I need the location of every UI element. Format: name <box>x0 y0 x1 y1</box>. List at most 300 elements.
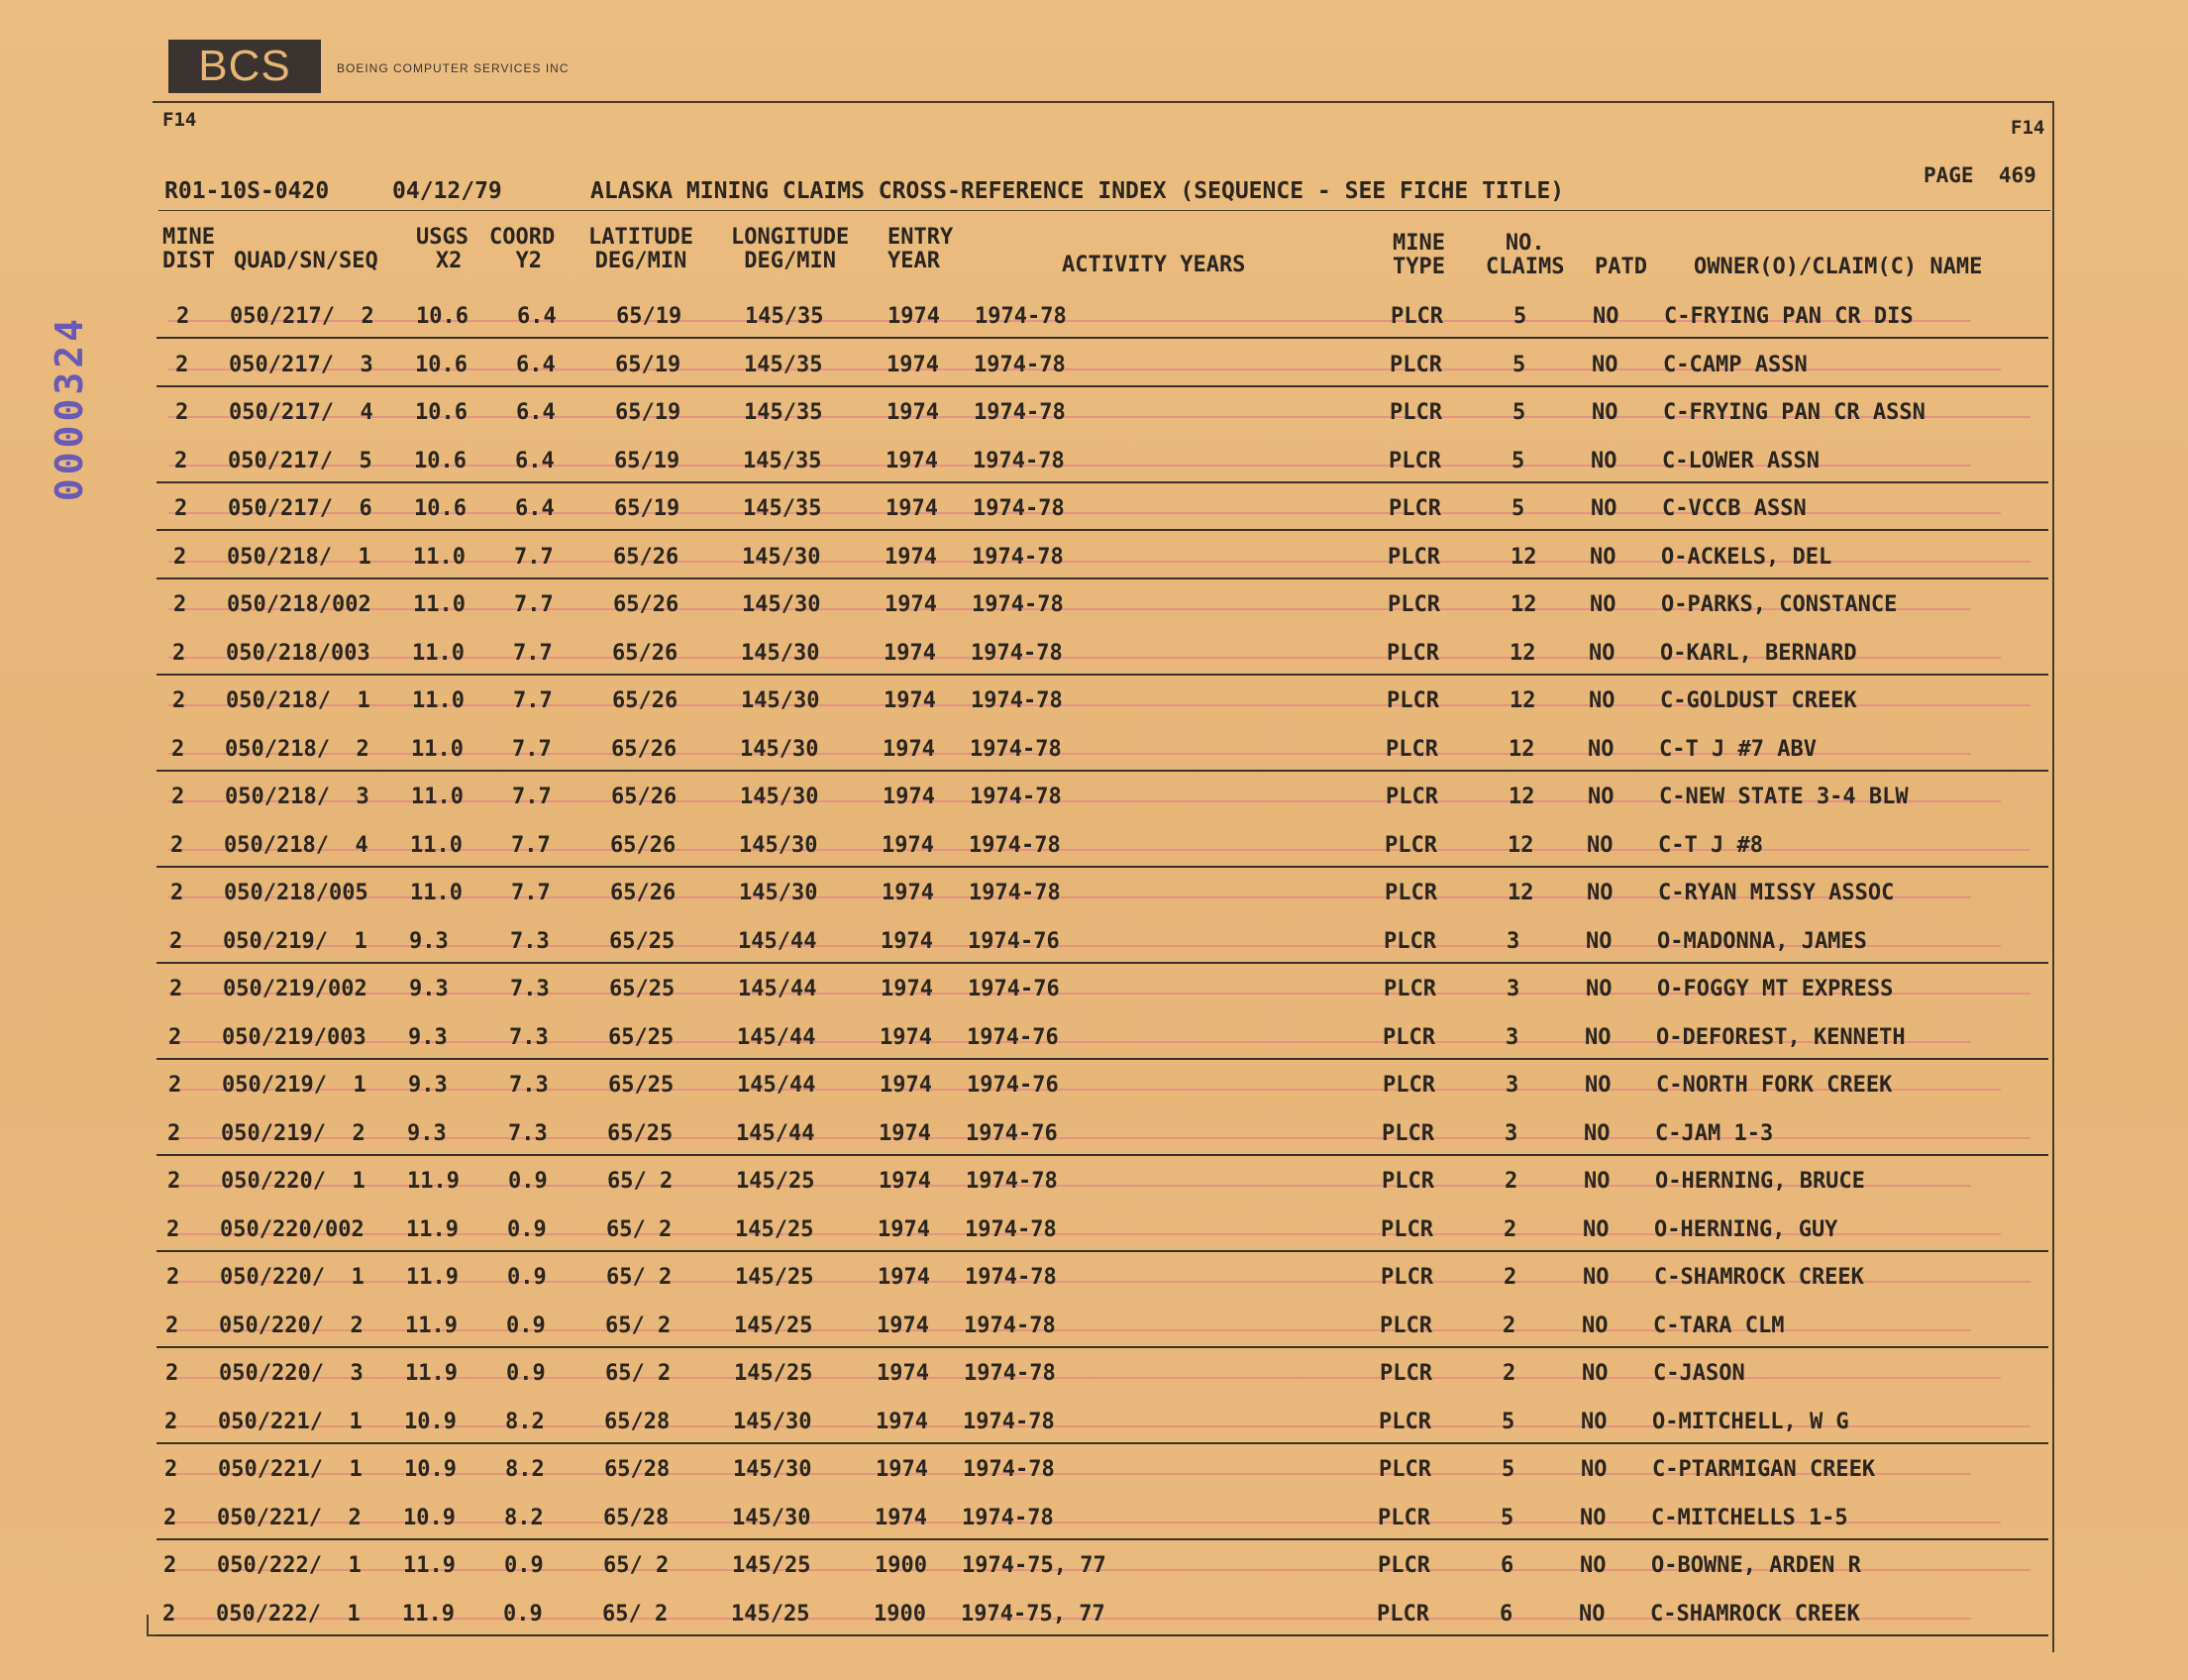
cell-activity-years: 1974-78 <box>966 1169 1058 1194</box>
cell-patd: NO <box>1586 977 1613 1001</box>
cell-owner-claim-name: C-NORTH FORK CREEK <box>1656 1073 1893 1098</box>
cell-longitude: 145/25 <box>732 1553 811 1578</box>
cell-usgs-x2: 11.0 <box>410 881 463 905</box>
cell-usgs-x2: 11.0 <box>413 592 466 617</box>
cell-longitude: 145/25 <box>734 1361 813 1386</box>
cell-longitude: 145/30 <box>741 688 820 713</box>
cell-owner-claim-name: C-PTARMIGAN CREEK <box>1652 1457 1876 1482</box>
cell-usgs-x2: 11.9 <box>407 1169 460 1194</box>
cell-no-claims: 5 <box>1511 448 1525 473</box>
cell-coord-y2: 7.7 <box>512 736 552 762</box>
cell-owner-claim-name: C-JASON <box>1653 1361 1745 1386</box>
cell-usgs-x2: 11.0 <box>413 544 466 570</box>
cell-quad-sn-seq: 050/220/ 3 <box>219 1361 364 1386</box>
cell-usgs-x2: 9.3 <box>408 1073 448 1098</box>
cell-no-claims: 3 <box>1507 928 1520 954</box>
cell-mine-type: PLCR <box>1387 688 1439 713</box>
cell-longitude: 145/44 <box>738 928 817 954</box>
cell-patd: NO <box>1582 1361 1609 1386</box>
table-row <box>0 1303 2188 1350</box>
cell-mine-type: PLCR <box>1383 1024 1435 1050</box>
cell-owner-claim-name: O-ACKELS, DEL <box>1661 544 1832 570</box>
cell-latitude: 65/25 <box>609 928 676 954</box>
cell-quad-sn-seq: 050/218/ 3 <box>225 785 369 809</box>
table-row <box>0 1591 2188 1638</box>
cell-patd: NO <box>1585 1024 1612 1050</box>
cell-patd: NO <box>1580 1553 1607 1578</box>
cell-owner-claim-name: O-HERNING, GUY <box>1654 1216 1838 1242</box>
cell-no-claims: 6 <box>1501 1553 1514 1578</box>
cell-mine-dist: 2 <box>164 1457 178 1482</box>
cell-activity-years: 1974-78 <box>965 1265 1057 1290</box>
cell-longitude: 145/30 <box>742 544 821 570</box>
cell-mine-type: PLCR <box>1390 352 1442 377</box>
cell-mine-type: PLCR <box>1378 1505 1430 1530</box>
cell-no-claims: 12 <box>1511 544 1537 570</box>
cell-mine-type: PLCR <box>1382 1169 1434 1194</box>
cell-no-claims: 12 <box>1510 688 1536 713</box>
report-title: ALASKA MINING CLAIMS CROSS-REFERENCE INDEX (SEQUENCE - SEE FICHE TITLE) <box>590 178 1565 204</box>
cell-entry-year: 1974 <box>882 881 934 905</box>
cell-mine-dist: 2 <box>175 352 189 377</box>
cell-mine-type: PLCR <box>1379 1409 1431 1434</box>
cell-mine-type: PLCR <box>1383 1073 1435 1098</box>
table-row <box>0 966 2188 1013</box>
cell-entry-year: 1974 <box>886 352 939 377</box>
cell-latitude: 65/ 2 <box>603 1553 670 1578</box>
cell-entry-year: 1974 <box>880 1073 932 1098</box>
cell-latitude: 65/26 <box>610 832 677 858</box>
cell-latitude: 65/25 <box>608 1073 675 1098</box>
cell-mine-dist: 2 <box>168 1073 182 1098</box>
cell-longitude: 145/35 <box>745 304 824 329</box>
table-row <box>0 485 2188 533</box>
report-id: R01-10S-0420 <box>164 178 330 204</box>
cell-mine-dist: 2 <box>172 640 186 666</box>
cell-latitude: 65/19 <box>615 400 681 425</box>
cell-owner-claim-name: O-MITCHELL, W G <box>1652 1409 1849 1434</box>
fiche-id-left: F14 <box>162 109 197 131</box>
table-row <box>0 1110 2188 1158</box>
row-rule <box>156 337 2048 339</box>
cell-owner-claim-name: C-TARA CLM <box>1653 1312 1785 1338</box>
cell-quad-sn-seq: 050/219/ 1 <box>222 1073 366 1098</box>
cell-longitude: 145/35 <box>743 496 822 521</box>
cell-coord-y2: 7.7 <box>511 881 551 905</box>
cell-mine-dist: 2 <box>171 736 185 762</box>
cell-latitude: 65/ 2 <box>605 1361 672 1386</box>
cell-entry-year: 1974 <box>881 928 933 954</box>
cell-latitude: 65/25 <box>609 977 676 1001</box>
cell-mine-dist: 2 <box>169 928 183 954</box>
row-rule <box>156 770 2048 772</box>
cell-mine-dist: 2 <box>174 448 188 473</box>
table-row <box>0 342 2188 389</box>
cell-owner-claim-name: C-SHAMROCK CREEK <box>1654 1265 1864 1290</box>
cell-mine-type: PLCR <box>1384 928 1436 954</box>
cell-mine-dist: 2 <box>163 1505 177 1530</box>
cell-no-claims: 5 <box>1512 400 1526 425</box>
cell-patd: NO <box>1583 1216 1610 1242</box>
cell-latitude: 65/19 <box>616 304 682 329</box>
col-latitude: LATITUDE DEG/MIN <box>588 225 693 273</box>
cell-coord-y2: 0.9 <box>507 1265 547 1290</box>
table-row <box>0 293 2188 341</box>
fiche-id-right: F14 <box>2011 117 2045 139</box>
cell-latitude: 65/26 <box>611 736 677 762</box>
cell-coord-y2: 0.9 <box>506 1312 546 1338</box>
cell-coord-y2: 8.2 <box>504 1505 544 1530</box>
cell-owner-claim-name: C-MITCHELLS 1-5 <box>1651 1505 1848 1530</box>
cell-patd: NO <box>1586 928 1613 954</box>
cell-no-claims: 2 <box>1503 1312 1516 1338</box>
cell-coord-y2: 7.7 <box>513 688 553 713</box>
cell-patd: NO <box>1585 1073 1612 1098</box>
col-activity-years: ACTIVITY YEARS <box>1062 253 1246 277</box>
cell-quad-sn-seq: 050/217/ 4 <box>229 400 373 425</box>
cell-coord-y2: 7.7 <box>512 785 552 809</box>
cell-patd: NO <box>1591 496 1617 521</box>
cell-no-claims: 2 <box>1504 1216 1517 1242</box>
cell-owner-claim-name: O-HERNING, BRUCE <box>1655 1169 1865 1194</box>
cell-usgs-x2: 9.3 <box>408 1024 448 1050</box>
cell-usgs-x2: 10.6 <box>415 400 468 425</box>
cell-owner-claim-name: O-FOGGY MT EXPRESS <box>1657 977 1894 1001</box>
row-rule <box>156 385 2048 387</box>
cell-entry-year: 1974 <box>878 1216 930 1242</box>
cell-mine-dist: 2 <box>174 496 188 521</box>
table-row <box>0 1446 2188 1494</box>
cell-mine-type: PLCR <box>1381 1216 1433 1242</box>
cell-coord-y2: 0.9 <box>506 1361 546 1386</box>
cell-owner-claim-name: C-JAM 1-3 <box>1655 1120 1774 1146</box>
cell-latitude: 65/25 <box>607 1120 674 1146</box>
row-rule <box>156 481 2048 483</box>
cell-longitude: 145/30 <box>733 1409 812 1434</box>
cell-usgs-x2: 11.0 <box>412 688 465 713</box>
cell-no-claims: 5 <box>1512 352 1526 377</box>
table-row <box>0 438 2188 485</box>
cell-entry-year: 1974 <box>883 736 935 762</box>
cell-quad-sn-seq: 050/219/ 1 <box>223 928 367 954</box>
cell-no-claims: 3 <box>1505 1120 1518 1146</box>
row-rule <box>156 1538 2048 1540</box>
cell-mine-type: PLCR <box>1380 1312 1432 1338</box>
cell-coord-y2: 7.3 <box>508 1120 548 1146</box>
cell-activity-years: 1974-78 <box>974 400 1066 425</box>
col-coord-y2: COORD Y2 <box>489 225 556 273</box>
cell-patd: NO <box>1592 352 1618 377</box>
cell-owner-claim-name: C-CAMP ASSN <box>1663 352 1808 377</box>
cell-usgs-x2: 11.0 <box>411 785 464 809</box>
table-row <box>0 1542 2188 1590</box>
cell-no-claims: 5 <box>1511 496 1525 521</box>
cell-longitude: 145/30 <box>732 1505 811 1530</box>
cell-mine-type: PLCR <box>1384 977 1436 1001</box>
cell-mine-type: PLCR <box>1386 785 1438 809</box>
row-rule <box>156 1250 2048 1252</box>
cell-owner-claim-name: C-FRYING PAN CR DIS <box>1664 304 1914 329</box>
cell-mine-dist: 2 <box>165 1312 179 1338</box>
cell-coord-y2: 0.9 <box>508 1169 548 1194</box>
cell-quad-sn-seq: 050/221/ 1 <box>218 1457 363 1482</box>
table-row <box>0 534 2188 581</box>
cell-mine-type: PLCR <box>1385 832 1437 858</box>
cell-entry-year: 1974 <box>883 785 935 809</box>
cell-mine-dist: 2 <box>176 304 190 329</box>
cell-coord-y2: 7.7 <box>513 640 553 666</box>
header-rule <box>158 210 2050 211</box>
cell-mine-dist: 2 <box>164 1409 178 1434</box>
cell-quad-sn-seq: 050/220/ 2 <box>219 1312 364 1338</box>
cell-entry-year: 1974 <box>880 1024 932 1050</box>
cell-latitude: 65/26 <box>610 881 677 905</box>
cell-usgs-x2: 10.6 <box>416 304 469 329</box>
cell-activity-years: 1974-78 <box>962 1505 1054 1530</box>
cell-longitude: 145/30 <box>739 881 818 905</box>
cell-mine-type: PLCR <box>1381 1265 1433 1290</box>
cell-latitude: 65/26 <box>612 688 678 713</box>
cell-usgs-x2: 10.9 <box>404 1457 457 1482</box>
cell-owner-claim-name: O-BOWNE, ARDEN R <box>1651 1553 1861 1578</box>
cell-latitude: 65/26 <box>612 640 678 666</box>
table-row <box>0 1350 2188 1398</box>
cell-patd: NO <box>1579 1601 1606 1627</box>
cell-quad-sn-seq: 050/220/ 1 <box>221 1169 365 1194</box>
cell-quad-sn-seq: 050/218/ 1 <box>226 688 370 713</box>
cell-entry-year: 1974 <box>879 1169 931 1194</box>
cell-patd: NO <box>1589 640 1615 666</box>
cell-quad-sn-seq: 050/218/002 <box>227 592 371 617</box>
cell-coord-y2: 6.4 <box>515 448 555 473</box>
cell-activity-years: 1974-78 <box>971 640 1063 666</box>
cell-latitude: 65/19 <box>615 352 681 377</box>
table-row <box>0 678 2188 725</box>
cell-mine-type: PLCR <box>1389 496 1441 521</box>
col-no-claims: NO. CLAIMS <box>1486 231 1565 279</box>
cell-entry-year: 1974 <box>881 977 933 1001</box>
cell-quad-sn-seq: 050/217/ 2 <box>230 304 374 329</box>
cell-no-claims: 3 <box>1506 1024 1519 1050</box>
table-row <box>0 1062 2188 1109</box>
cell-patd: NO <box>1587 881 1614 905</box>
cell-quad-sn-seq: 050/217/ 3 <box>229 352 373 377</box>
table-row <box>0 918 2188 966</box>
cell-no-claims: 5 <box>1502 1457 1515 1482</box>
cell-entry-year: 1974 <box>877 1361 929 1386</box>
cell-longitude: 145/35 <box>743 448 822 473</box>
cell-usgs-x2: 10.9 <box>403 1505 456 1530</box>
cell-coord-y2: 8.2 <box>505 1457 545 1482</box>
cell-no-claims: 5 <box>1513 304 1527 329</box>
cell-mine-dist: 2 <box>171 785 185 809</box>
cell-activity-years: 1974-76 <box>967 1073 1059 1098</box>
cell-mine-type: PLCR <box>1389 448 1441 473</box>
table-row <box>0 389 2188 437</box>
cell-longitude: 145/30 <box>742 592 821 617</box>
cell-mine-type: PLCR <box>1379 1457 1431 1482</box>
cell-coord-y2: 6.4 <box>516 352 556 377</box>
cell-longitude: 145/25 <box>731 1601 810 1627</box>
cell-no-claims: 2 <box>1505 1169 1518 1194</box>
cell-latitude: 65/28 <box>604 1457 671 1482</box>
cell-latitude: 65/19 <box>614 496 680 521</box>
col-owner-claim-name: OWNER(O)/CLAIM(C) NAME <box>1694 255 1983 279</box>
cell-longitude: 145/44 <box>736 1120 815 1146</box>
cell-longitude: 145/25 <box>734 1312 813 1338</box>
cell-mine-type: PLCR <box>1391 304 1443 329</box>
cell-activity-years: 1974-78 <box>972 544 1064 570</box>
cell-coord-y2: 7.7 <box>511 832 551 858</box>
cell-entry-year: 1974 <box>876 1457 928 1482</box>
cell-activity-years: 1974-78 <box>963 1457 1055 1482</box>
cell-no-claims: 5 <box>1502 1409 1515 1434</box>
cell-usgs-x2: 10.6 <box>414 496 467 521</box>
cell-coord-y2: 6.4 <box>516 400 556 425</box>
row-rule <box>156 866 2048 868</box>
cell-mine-dist: 2 <box>175 400 189 425</box>
cell-quad-sn-seq: 050/217/ 6 <box>228 496 372 521</box>
cell-activity-years: 1974-76 <box>968 977 1060 1001</box>
cell-no-claims: 12 <box>1509 736 1535 762</box>
cell-entry-year: 1974 <box>887 304 940 329</box>
cell-no-claims: 6 <box>1500 1601 1513 1627</box>
cell-coord-y2: 8.2 <box>505 1409 545 1434</box>
cell-patd: NO <box>1587 832 1614 858</box>
company-name: BOEING COMPUTER SERVICES INC <box>337 61 570 75</box>
table-row <box>0 1495 2188 1542</box>
page-number: PAGE 469 <box>1924 163 2036 187</box>
cell-usgs-x2: 9.3 <box>407 1120 447 1146</box>
cell-latitude: 65/26 <box>613 592 679 617</box>
cell-mine-type: PLCR <box>1385 881 1437 905</box>
table-row <box>0 630 2188 678</box>
cell-mine-dist: 2 <box>170 832 184 858</box>
cell-entry-year: 1974 <box>884 688 936 713</box>
cell-mine-dist: 2 <box>166 1216 180 1242</box>
cell-longitude: 145/30 <box>733 1457 812 1482</box>
cell-usgs-x2: 11.0 <box>412 640 465 666</box>
cell-coord-y2: 0.9 <box>507 1216 547 1242</box>
cell-usgs-x2: 11.0 <box>410 832 463 858</box>
cell-mine-type: PLCR <box>1382 1120 1434 1146</box>
cell-coord-y2: 7.3 <box>510 977 550 1001</box>
col-usgs-x2: USGS X2 <box>416 225 469 273</box>
cell-owner-claim-name: O-KARL, BERNARD <box>1660 640 1857 666</box>
row-rule <box>156 962 2048 964</box>
cell-mine-type: PLCR <box>1387 640 1439 666</box>
row-rule <box>156 1154 2048 1156</box>
cell-owner-claim-name: C-T J #8 <box>1658 832 1763 858</box>
cell-quad-sn-seq: 050/219/003 <box>222 1024 366 1050</box>
cell-longitude: 145/44 <box>738 977 817 1001</box>
cell-owner-claim-name: C-SHAMROCK CREEK <box>1650 1601 1860 1627</box>
cell-patd: NO <box>1584 1169 1611 1194</box>
cell-activity-years: 1974-78 <box>975 304 1067 329</box>
cell-patd: NO <box>1592 400 1618 425</box>
cell-quad-sn-seq: 050/222/ 1 <box>216 1601 361 1627</box>
col-longitude: LONGITUDE DEG/MIN <box>731 225 850 273</box>
cell-no-claims: 5 <box>1501 1505 1514 1530</box>
cell-activity-years: 1974-78 <box>970 785 1062 809</box>
cell-patd: NO <box>1590 592 1616 617</box>
cell-longitude: 145/30 <box>740 736 819 762</box>
cell-mine-dist: 2 <box>173 544 187 570</box>
cell-entry-year: 1974 <box>885 592 937 617</box>
cell-entry-year: 1974 <box>878 1265 930 1290</box>
cell-quad-sn-seq: 050/220/ 1 <box>220 1265 365 1290</box>
report-date: 04/12/79 <box>392 178 502 204</box>
cell-no-claims: 12 <box>1509 785 1535 809</box>
cell-patd: NO <box>1589 688 1615 713</box>
cell-usgs-x2: 11.9 <box>405 1361 458 1386</box>
cell-quad-sn-seq: 050/219/002 <box>223 977 367 1001</box>
cell-latitude: 65/ 2 <box>607 1169 674 1194</box>
cell-patd: NO <box>1582 1312 1609 1338</box>
cell-longitude: 145/35 <box>744 352 823 377</box>
cell-owner-claim-name: C-RYAN MISSY ASSOC <box>1658 881 1895 905</box>
cell-activity-years: 1974-78 <box>974 352 1066 377</box>
cell-longitude: 145/44 <box>737 1073 816 1098</box>
cell-no-claims: 12 <box>1508 881 1534 905</box>
cell-mine-type: PLCR <box>1388 544 1440 570</box>
cell-mine-type: PLCR <box>1388 592 1440 617</box>
cell-activity-years: 1974-78 <box>969 832 1061 858</box>
cell-longitude: 145/35 <box>744 400 823 425</box>
cell-quad-sn-seq: 050/218/003 <box>226 640 370 666</box>
cell-mine-dist: 2 <box>167 1120 181 1146</box>
table-row <box>0 870 2188 917</box>
cell-latitude: 65/26 <box>613 544 679 570</box>
cell-entry-year: 1974 <box>886 496 938 521</box>
col-mine-type: MINE TYPE <box>1393 231 1445 279</box>
cell-activity-years: 1974-78 <box>964 1361 1056 1386</box>
cell-mine-dist: 2 <box>169 977 183 1001</box>
row-rule <box>156 1442 2048 1444</box>
table-row <box>0 774 2188 821</box>
col-entry-year: ENTRY YEAR <box>887 225 954 273</box>
cell-activity-years: 1974-78 <box>965 1216 1057 1242</box>
cell-longitude: 145/25 <box>736 1169 815 1194</box>
cell-mine-dist: 2 <box>162 1601 176 1627</box>
cell-usgs-x2: 10.6 <box>414 448 467 473</box>
cell-longitude: 145/30 <box>740 785 819 809</box>
cell-usgs-x2: 9.3 <box>409 977 449 1001</box>
cell-activity-years: 1974-78 <box>963 1409 1055 1434</box>
cell-entry-year: 1974 <box>879 1120 931 1146</box>
cell-mine-type: PLCR <box>1377 1601 1429 1627</box>
cell-quad-sn-seq: 050/221/ 2 <box>217 1505 362 1530</box>
cell-patd: NO <box>1591 448 1617 473</box>
cell-no-claims: 12 <box>1508 832 1534 858</box>
cell-activity-years: 1974-76 <box>968 928 1060 954</box>
cell-entry-year: 1974 <box>875 1505 927 1530</box>
cell-longitude: 145/30 <box>739 832 818 858</box>
document-stamp-number: 0000324 <box>48 315 91 502</box>
cell-usgs-x2: 10.9 <box>404 1409 457 1434</box>
cell-no-claims: 3 <box>1507 977 1520 1001</box>
cell-quad-sn-seq: 050/217/ 5 <box>228 448 372 473</box>
bcs-logo: BCS <box>168 40 321 93</box>
cell-longitude: 145/25 <box>735 1265 814 1290</box>
cell-quad-sn-seq: 050/222/ 1 <box>217 1553 362 1578</box>
cell-coord-y2: 7.3 <box>509 1024 549 1050</box>
cell-owner-claim-name: C-LOWER ASSN <box>1662 448 1820 473</box>
cell-longitude: 145/44 <box>737 1024 816 1050</box>
table-row <box>0 1207 2188 1254</box>
cell-quad-sn-seq: 050/218/ 1 <box>227 544 371 570</box>
table-row <box>0 581 2188 629</box>
